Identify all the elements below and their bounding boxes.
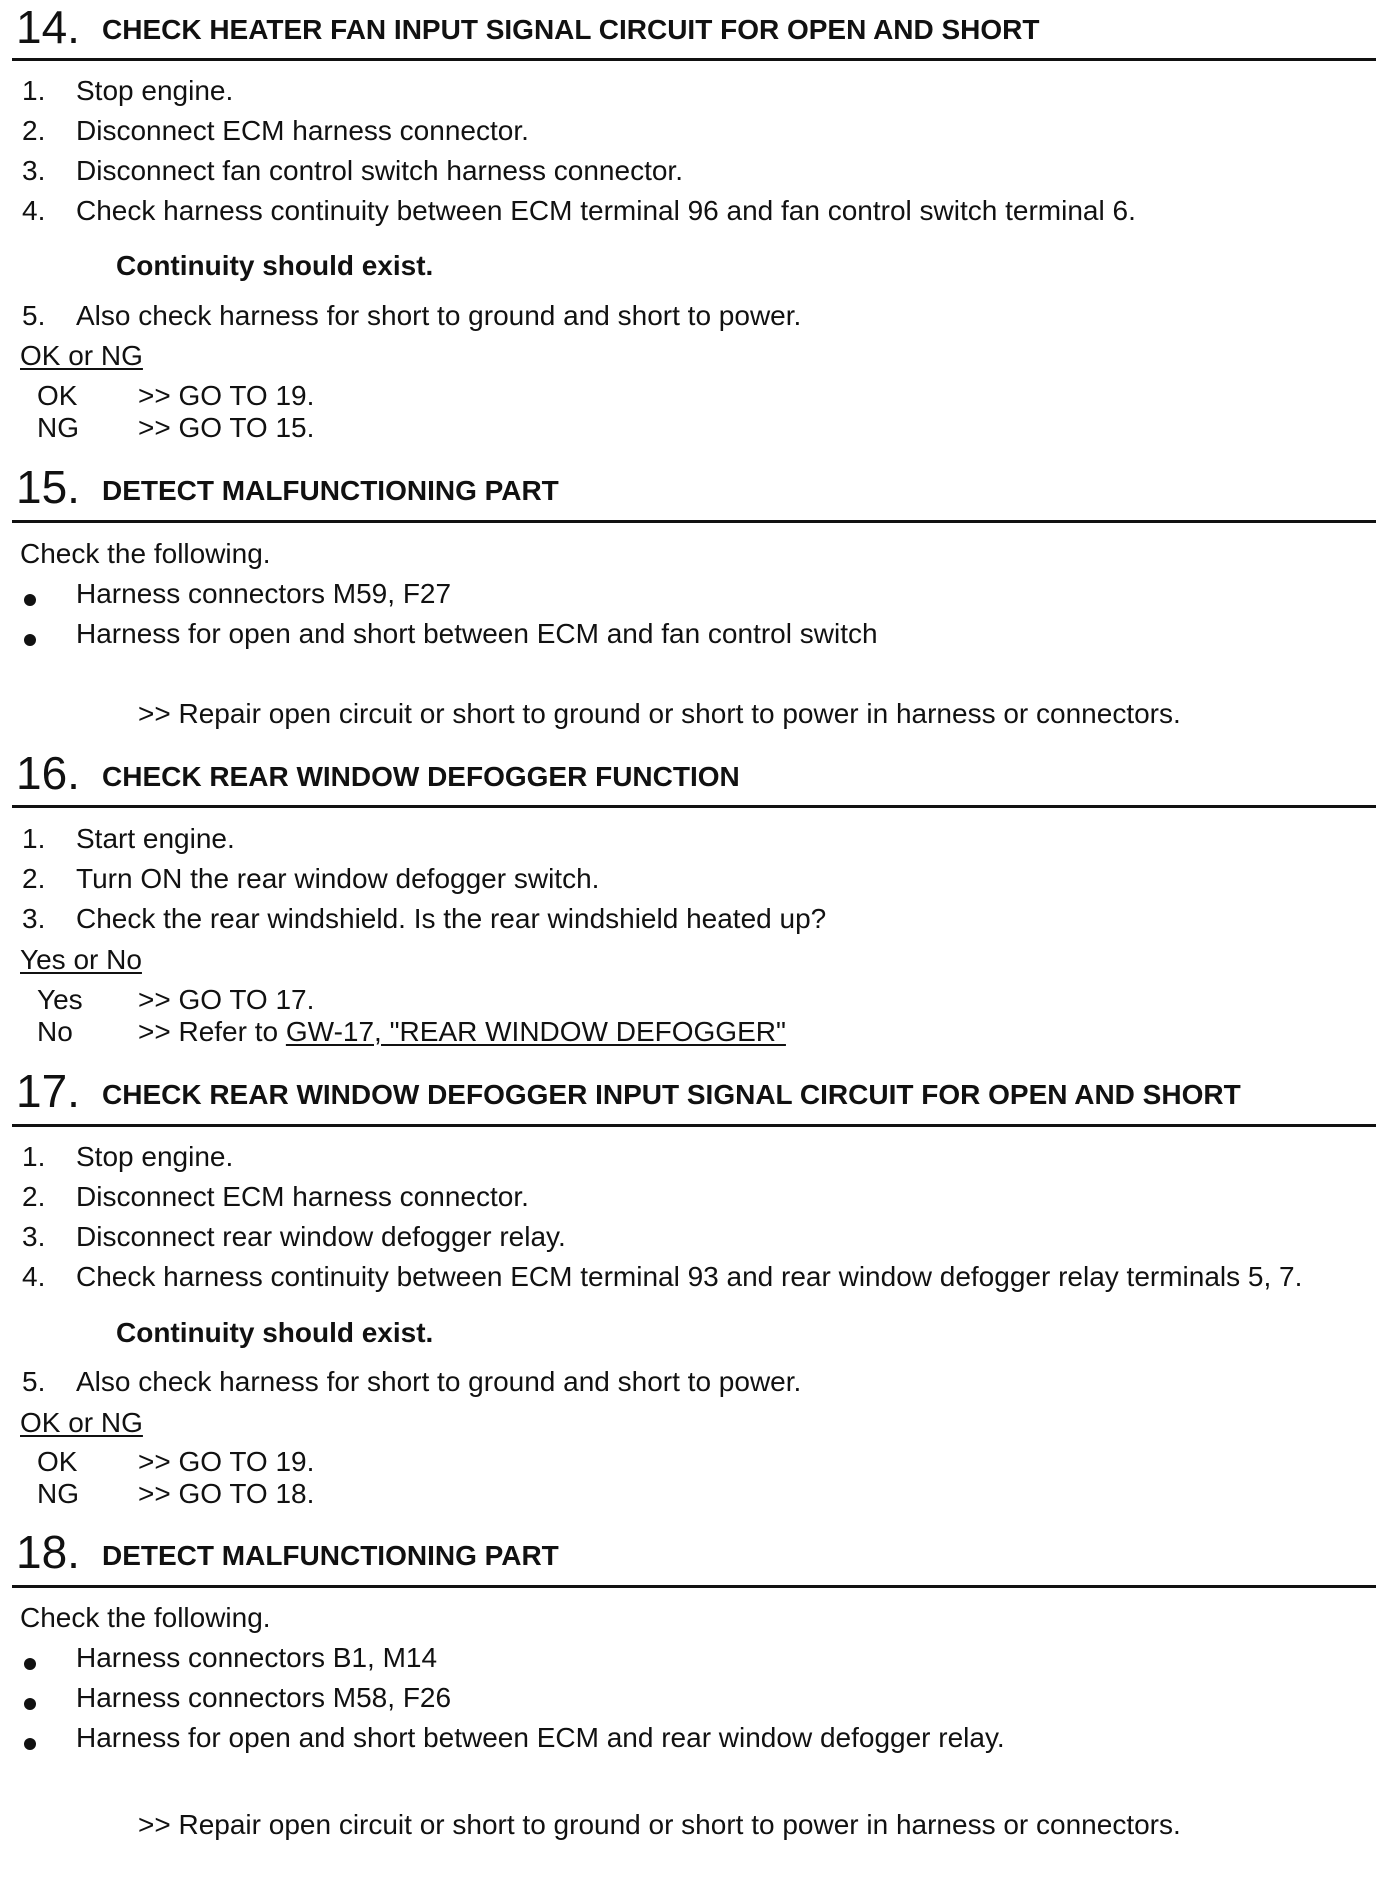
- step-item-number: 1.: [22, 75, 46, 106]
- refer-prefix: >> Refer to: [138, 1016, 286, 1047]
- step-item-text: Disconnect ECM harness connector.: [76, 1181, 529, 1212]
- result-action: >> GO TO 17.: [138, 984, 315, 1015]
- section-divider: [12, 520, 1376, 523]
- result-label: OK or NG: [20, 340, 143, 371]
- bullet-item: Harness connectors M59, F27: [76, 578, 452, 609]
- step-item-text: Check the rear windshield. Is the rear windshield heated up?: [76, 903, 827, 934]
- step-title: CHECK HEATER FAN INPUT SIGNAL CIRCUIT FOR OPEN AND SHORT: [102, 14, 1040, 45]
- step-number: 15.: [16, 461, 80, 513]
- step-item-text: Also check harness for short to ground and short to power.: [76, 1366, 802, 1397]
- bullet-item: Harness connectors M58, F26: [76, 1682, 452, 1713]
- bullet-item: Harness for open and short between ECM and rear window defogger relay.: [76, 1722, 1005, 1753]
- result-key: Yes: [37, 984, 83, 1015]
- bullet-icon: [24, 634, 36, 646]
- step-title: DETECT MALFUNCTIONING PART: [102, 1540, 559, 1571]
- gw-17-reference-link[interactable]: GW-17, "REAR WINDOW DEFOGGER": [285, 1016, 786, 1047]
- bullet-icon: [24, 1698, 36, 1710]
- step-item-number: 5.: [22, 300, 46, 331]
- bullet-icon: [24, 1658, 36, 1670]
- step-title: CHECK REAR WINDOW DEFOGGER FUNCTION: [102, 761, 740, 792]
- continuity-note: Continuity should exist.: [116, 250, 434, 281]
- result-action: >> GO TO 15.: [138, 412, 315, 443]
- result-key: NG: [37, 1478, 79, 1509]
- step-item-number: 3.: [22, 155, 46, 186]
- step-item-text: Also check harness for short to ground and short to power.: [76, 300, 802, 331]
- step-item-number: 5.: [22, 1366, 46, 1397]
- step-item-number: 3.: [22, 903, 46, 934]
- check-intro: Check the following.: [20, 1602, 271, 1633]
- result-action: [138, 1016, 786, 1048]
- section-divider: [12, 58, 1376, 61]
- step-item-text: Disconnect ECM harness connector.: [76, 115, 529, 146]
- step-item-number: 1.: [22, 1141, 46, 1172]
- bullet-item: Harness connectors B1, M14: [76, 1642, 438, 1673]
- step-number: 16.: [16, 747, 80, 799]
- section-divider: [12, 1124, 1376, 1127]
- step-number: 14.: [16, 1, 80, 53]
- result-key: NG: [37, 412, 79, 443]
- continuity-note: Continuity should exist.: [116, 1317, 434, 1348]
- result-key: OK: [37, 380, 78, 411]
- repair-action: >> Repair open circuit or short to ground or short to power in harness or connectors.: [138, 1809, 1181, 1840]
- result-action: >> GO TO 19.: [138, 1446, 315, 1477]
- step-item-text: Turn ON the rear window defogger switch.: [76, 863, 600, 894]
- step-item-text: Disconnect rear window defogger relay.: [76, 1221, 566, 1252]
- result-label: Yes or No: [20, 944, 142, 975]
- step-title: DETECT MALFUNCTIONING PART: [102, 475, 559, 506]
- step-item-text: Check harness continuity between ECM terminal 96 and fan control switch terminal 6.: [76, 195, 1136, 226]
- step-item-number: 4.: [22, 195, 46, 226]
- section-divider: [12, 805, 1376, 808]
- step-item-number: 2.: [22, 1181, 46, 1212]
- step-number: 18.: [16, 1526, 80, 1578]
- result-label: OK or NG: [20, 1407, 143, 1438]
- step-item-text: Stop engine.: [76, 75, 234, 106]
- result-key: No: [37, 1016, 73, 1047]
- step-item-number: 2.: [22, 863, 46, 894]
- step-item-text: Disconnect fan control switch harness connector.: [76, 155, 683, 186]
- step-number: 17.: [16, 1065, 80, 1117]
- step-item-text: Start engine.: [76, 823, 235, 854]
- result-action: >> GO TO 18.: [138, 1478, 315, 1509]
- result-action: >> GO TO 19.: [138, 380, 315, 411]
- repair-action: >> Repair open circuit or short to ground or short to power in harness or connectors.: [138, 698, 1181, 729]
- step-item-number: 4.: [22, 1261, 46, 1292]
- bullet-item: Harness for open and short between ECM and fan control switch: [76, 618, 878, 649]
- step-item-text: Check harness continuity between ECM terminal 93 and rear window defogger relay terminals 5, 7.: [76, 1261, 1303, 1292]
- step-item-number: 1.: [22, 823, 46, 854]
- bullet-icon: [24, 594, 36, 606]
- check-intro: Check the following.: [20, 538, 271, 569]
- result-key: OK: [37, 1446, 78, 1477]
- section-divider: [12, 1585, 1376, 1588]
- step-item-number: 2.: [22, 115, 46, 146]
- step-item-number: 3.: [22, 1221, 46, 1252]
- bullet-icon: [24, 1738, 36, 1750]
- step-item-text: Stop engine.: [76, 1141, 234, 1172]
- step-title: CHECK REAR WINDOW DEFOGGER INPUT SIGNAL CIRCUIT FOR OPEN AND SHORT: [102, 1079, 1241, 1110]
